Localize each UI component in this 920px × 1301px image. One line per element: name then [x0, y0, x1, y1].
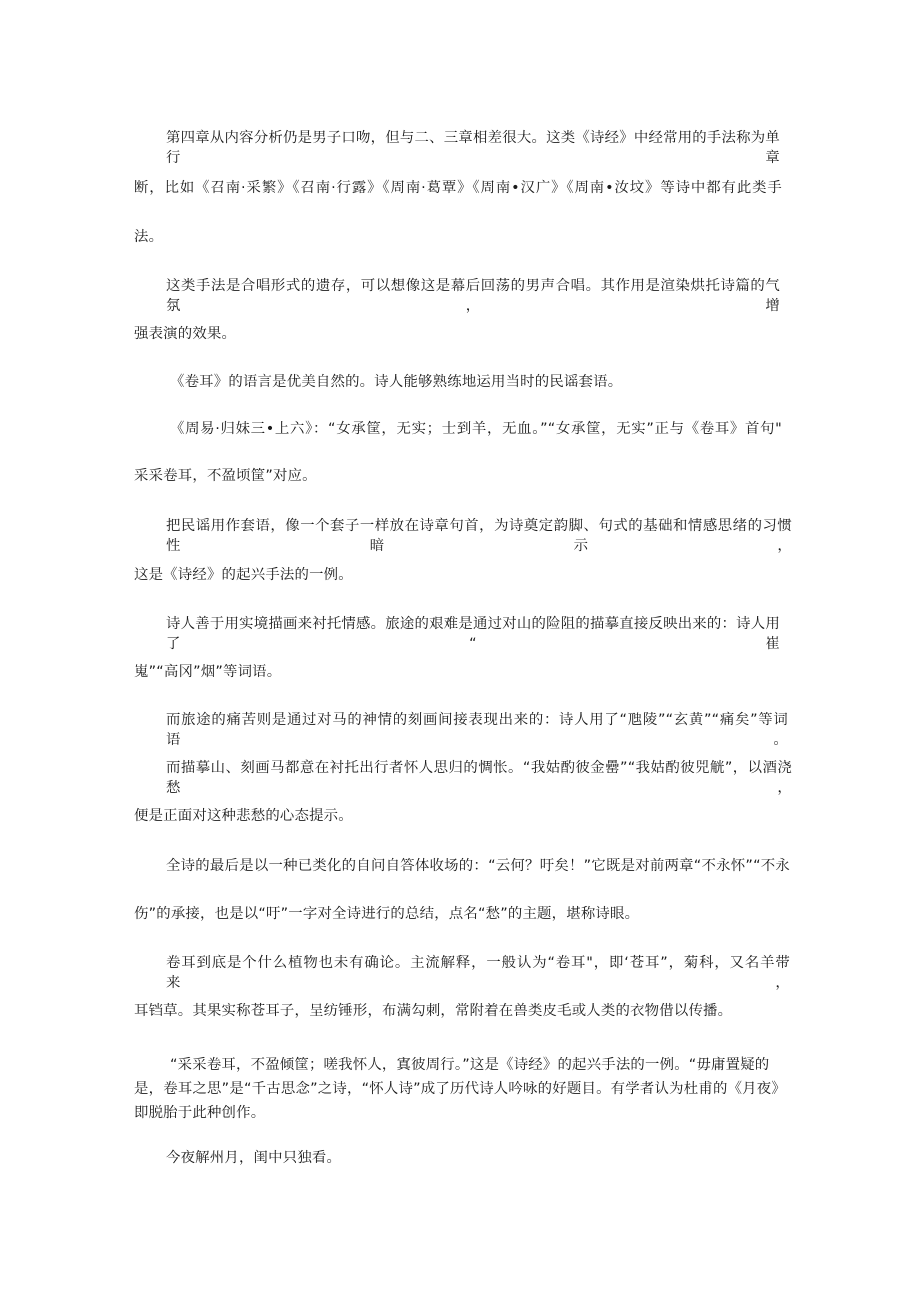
- paragraph-line: 而旅途的痛苦则是通过对马的神情的刻画间接表现出来的：诗人用了“虺陵”“玄黄”“痛矣”等词语。: [166, 712, 788, 748]
- paragraph-line: “采采卷耳，不盈倾筐；嗟我怀人，寘彼周行。”这是《诗经》的起兴手法的一例。“毋庸置疑的: [170, 1057, 770, 1073]
- paragraph-line: 便是正面对这种悲愁的心态提示。: [134, 808, 353, 824]
- paragraph-line: 这类手法是合唱形式的遗存，可以想像这是幕后回荡的男声合唱。其作用是渲染烘托诗篇的气氛，增: [166, 278, 780, 314]
- paragraph-line: 法。: [134, 229, 164, 245]
- paragraph-line: 卷耳到底是个什么植物也未有确论。主流解释，一般认为“卷耳"，即‘苍耳”，菊科，又名羊带来，: [166, 955, 790, 991]
- paragraph-line: 嵬”“高冈”烟”等词语。: [134, 664, 282, 680]
- paragraph-line: 第四章从内容分析仍是男子口吻，但与二、三章相差很大。这类《诗经》中经常用的手法称为单行章: [166, 130, 780, 166]
- paragraph-line: 这是《诗经》的起兴手法的一例。: [134, 567, 353, 583]
- paragraph-line: 断，比如《召南·采繁》《召南·行露》《周南·葛覃》《周南•汉广》《周南•汝坟》等诗中都有此类手: [134, 180, 782, 196]
- paragraph-line: 强表演的效果。: [134, 326, 237, 342]
- paragraph-line: 采采卷耳，不盈顷筐”对应。: [134, 468, 317, 484]
- paragraph-line: 而描摹山、刻画马都意在衬托出行者怀人思归的惆怅。“我姑酌彼金罍”“我姑酌彼兕觥”，以酒浇愁，: [166, 760, 792, 796]
- paragraph-line: 耳铛草。其果实称苍耳子，呈纺锤形，布满勾刺，常附着在兽类皮毛或人类的衣物借以传播。: [134, 1003, 733, 1019]
- paragraph-line: 全诗的最后是以一种已类化的自问自答体收场的：“云何？吁矣！”它既是对前两章“不永怀”“不永: [166, 858, 790, 874]
- paragraph-line: 即脱胎于此种创作。: [134, 1105, 266, 1121]
- paragraph-line: 伤”的承接，也是以“吁”一字对全诗进行的总结，点名“愁”的主题，堪称诗眼。: [134, 906, 640, 922]
- paragraph-line: 今夜解州月，闺中只独看。: [166, 1150, 342, 1166]
- paragraph-line: 把民谣用作套语，像一个套子一样放在诗章句首，为诗奠定韵脚、句式的基础和情感思绪的习惯性暗示，: [166, 518, 792, 554]
- paragraph-line: 诗人善于用实境描画来衬托情感。旅途的艰难是通过对山的险阻的描摹直接反映出来的：诗人用了“崔: [166, 616, 780, 652]
- paragraph-line: 《周易·归妹三•上六》：“女承筐，无实；士到羊，无血。”“女承筐，无实”正与《卷耳》首句": [170, 421, 782, 437]
- paragraph-line: 《卷耳》的语言是优美自然的。诗人能够熟练地运用当时的民谣套语。: [170, 374, 623, 390]
- paragraph-line: 是，卷耳之思”是“千古思念”之诗，“怀人诗”成了历代诗人吟咏的好题目。有学者认为杜甫的《月夜》: [134, 1081, 786, 1097]
